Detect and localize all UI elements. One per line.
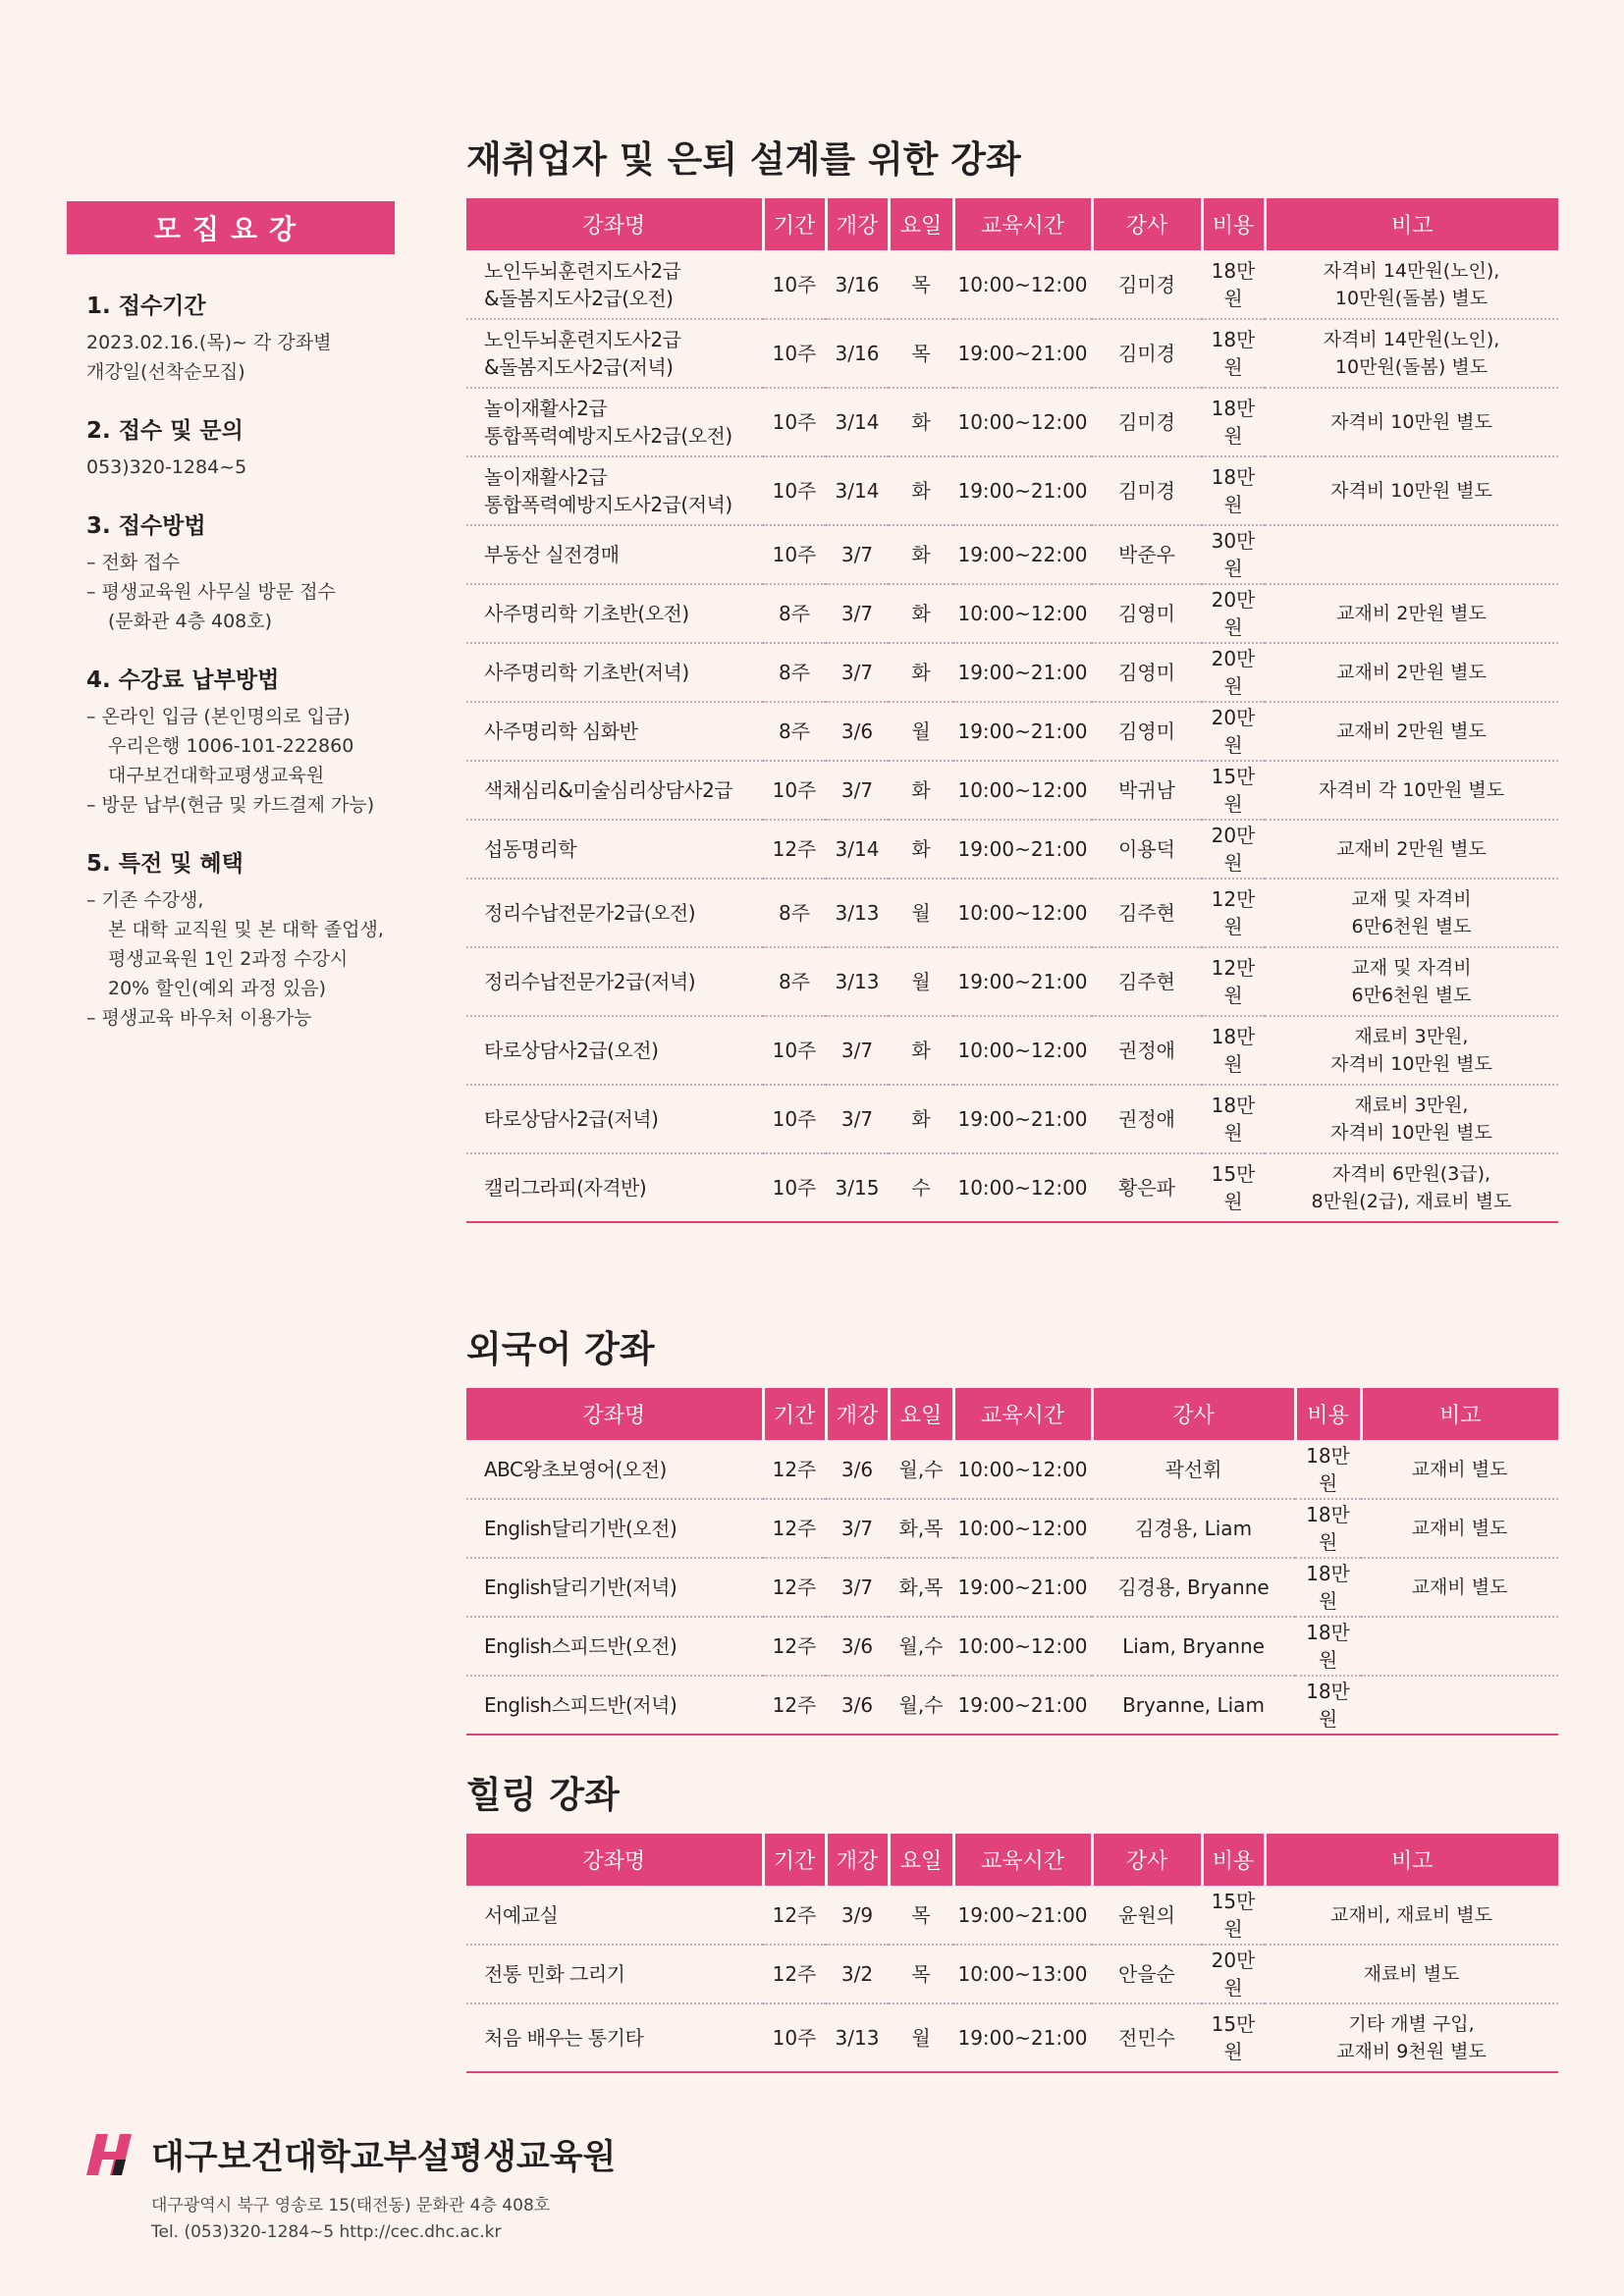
duration-cell: 12주 [763,1886,826,1945]
remarks-cell: 자격비 10만원 별도 [1265,456,1558,525]
remarks-cell: 교재비 2만원 별도 [1265,702,1558,761]
column-header: 비용 [1202,198,1265,250]
instructor-cell: 박귀남 [1092,761,1202,820]
fee-cell: 18만원 [1295,1676,1361,1735]
fee-cell: 18만원 [1202,388,1265,456]
table-row [466,879,1558,947]
instructor-cell: 황은파 [1092,1153,1202,1222]
course-name-cell: 사주명리학 기초반(오전) [466,584,763,643]
section-title: 외국어 강좌 [466,1328,655,1370]
guide-line: 개강일(선착순모집) [86,361,245,383]
fee-cell: 12만원 [1202,879,1265,947]
weekday-cell: 월,수 [889,1440,953,1499]
table-row [466,2003,1558,2072]
duration-cell: 8주 [763,702,826,761]
course-name-cell: 색채심리&미술심리상담사2급 [466,761,763,820]
guide-section-title: 3. 접수방법 [86,513,206,539]
class-time-cell: 10:00~13:00 [953,1945,1092,2003]
weekday-cell: 화,목 [889,1499,953,1558]
guide-line: 우리은행 1006-101-222860 [108,735,354,757]
duration-cell: 10주 [763,250,826,319]
course-name-cell: 타로상담사2급(오전) [466,1016,763,1085]
instructor-cell: 권정애 [1092,1085,1202,1153]
guide-section-title: 1. 접수기간 [86,294,206,319]
instructor-cell: 김주현 [1092,879,1202,947]
table-row [466,1016,1558,1085]
guide-section-title: 2. 접수 및 문의 [86,418,244,444]
course-name-cell: 캘리그라피(자격반) [466,1153,763,1222]
class-time-cell: 19:00~21:00 [953,319,1092,388]
instructor-cell: 김미경 [1092,456,1202,525]
fee-cell: 20만원 [1202,584,1265,643]
instructor-cell: 김영미 [1092,584,1202,643]
start-date-cell: 3/6 [826,1617,889,1676]
table-row [466,388,1558,456]
guide-section-title: 5. 특전 및 혜택 [86,851,244,877]
remarks-cell: 재료비 별도 [1265,1945,1558,2003]
guide-section [67,412,395,482]
guide-line: (문화관 4층 408호) [108,611,273,632]
guide-line: 2023.02.16.(목)~ 각 강좌별 [86,332,332,353]
table-row [466,1886,1558,1945]
course-name-cell: 타로상담사2급(저녁) [466,1085,763,1153]
start-date-cell: 3/7 [826,1085,889,1153]
instructor-cell: 권정애 [1092,1016,1202,1085]
fee-cell: 15만원 [1202,1886,1265,1945]
fee-cell: 15만원 [1202,1153,1265,1222]
instructor-cell: Liam, Bryanne [1092,1617,1295,1676]
guide-line: – 기존 수강생, [86,889,204,911]
class-time-cell: 19:00~22:00 [953,525,1092,584]
class-time-cell: 19:00~21:00 [953,1085,1092,1153]
recruitment-guide [67,201,395,1033]
weekday-cell: 목 [889,1886,953,1945]
weekday-cell: 화 [889,643,953,702]
guide-line: – 방문 납부(현금 및 카드결제 가능) [86,794,375,816]
table-row [466,1085,1558,1153]
fee-cell: 18만원 [1202,1016,1265,1085]
guide-line: – 온라인 입금 (본인명의로 입금) [86,706,351,727]
instructor-cell: 이용덕 [1092,820,1202,879]
course-name-cell: 정리수납전문가2급(오전) [466,879,763,947]
class-time-cell: 10:00~12:00 [953,1617,1092,1676]
weekday-cell: 목 [889,319,953,388]
remarks-cell: 자격비 6만원(3급), 8만원(2급), 재료비 별도 [1265,1153,1558,1222]
class-time-cell: 10:00~12:00 [953,1440,1092,1499]
duration-cell: 10주 [763,1153,826,1222]
remarks-cell: 재료비 3만원, 자격비 10만원 별도 [1265,1085,1558,1153]
table-row [466,584,1558,643]
duration-cell: 10주 [763,388,826,456]
guide-line: 20% 할인(예외 과정 있음) [108,978,327,999]
remarks-cell: 교재비 별도 [1361,1440,1558,1499]
fee-cell: 18만원 [1202,456,1265,525]
column-header: 개강 [826,1388,889,1440]
duration-cell: 10주 [763,761,826,820]
table-row [466,456,1558,525]
class-time-cell: 10:00~12:00 [953,388,1092,456]
column-header: 개강 [826,1834,889,1886]
weekday-cell: 화 [889,456,953,525]
column-header: 강좌명 [466,198,763,250]
recruitment-guide-header: 모집요강 [67,201,395,254]
table-row [466,1440,1558,1499]
column-header: 비고 [1361,1388,1558,1440]
class-time-cell: 19:00~21:00 [953,1676,1092,1735]
fee-cell: 18만원 [1202,319,1265,388]
table-row [466,761,1558,820]
duration-cell: 10주 [763,1016,826,1085]
instructor-cell: 김영미 [1092,702,1202,761]
remarks-cell [1361,1676,1558,1735]
fee-cell: 30만원 [1202,525,1265,584]
column-header: 기간 [763,198,826,250]
column-header: 강사 [1092,1834,1202,1886]
instructor-cell: 김경용, Liam [1092,1499,1295,1558]
start-date-cell: 3/7 [826,1558,889,1617]
column-header: 비고 [1265,198,1558,250]
course-name-cell: 노인두뇌훈련지도사2급 &돌봄지도사2급(저녁) [466,319,763,388]
start-date-cell: 3/15 [826,1153,889,1222]
course-name-cell: 서예교실 [466,1886,763,1945]
footer-contact: Tel. (053)320-1284~5 http://cec.dhc.ac.kr [151,2222,502,2242]
course-name-cell: English스피드반(오전) [466,1617,763,1676]
class-time-cell: 19:00~21:00 [953,702,1092,761]
course-name-cell: English스피드반(저녁) [466,1676,763,1735]
start-date-cell: 3/13 [826,947,889,1016]
fee-cell: 20만원 [1202,643,1265,702]
table-row [466,643,1558,702]
remarks-cell: 교재비 2만원 별도 [1265,643,1558,702]
table-row [466,1617,1558,1676]
table-row [466,947,1558,1016]
course-name-cell: 사주명리학 심화반 [466,702,763,761]
course-table [466,1388,1558,1735]
instructor-cell: 윤원의 [1092,1886,1202,1945]
course-name-cell: 부동산 실전경매 [466,525,763,584]
fee-cell: 15만원 [1202,761,1265,820]
column-header: 비고 [1265,1834,1558,1886]
section-reemployment [466,135,1558,1223]
weekday-cell: 월 [889,2003,953,2072]
remarks-cell: 교재비 2만원 별도 [1265,584,1558,643]
column-header: 강좌명 [466,1834,763,1886]
start-date-cell: 3/2 [826,1945,889,2003]
table-row [466,525,1558,584]
start-date-cell: 3/14 [826,456,889,525]
remarks-cell: 자격비 14만원(노인), 10만원(돌봄) 별도 [1265,250,1558,319]
guide-line: – 평생교육원 사무실 방문 접수 [86,581,336,603]
remarks-cell: 교재 및 자격비 6만6천원 별도 [1265,879,1558,947]
table-row [466,1676,1558,1735]
duration-cell: 10주 [763,2003,826,2072]
course-name-cell: 전통 민화 그리기 [466,1945,763,2003]
table-row [466,1558,1558,1617]
instructor-cell: Bryanne, Liam [1092,1676,1295,1735]
footer [86,2130,616,2246]
fee-cell: 20만원 [1202,1945,1265,2003]
duration-cell: 12주 [763,1676,826,1735]
start-date-cell: 3/7 [826,1499,889,1558]
column-header: 강사 [1092,198,1202,250]
duration-cell: 10주 [763,525,826,584]
course-name-cell: ABC왕초보영어(오전) [466,1440,763,1499]
column-header: 요일 [889,198,953,250]
weekday-cell: 화 [889,820,953,879]
table-row [466,702,1558,761]
course-name-cell: 놀이재활사2급 통합폭력예방지도사2급(저녁) [466,456,763,525]
start-date-cell: 3/7 [826,1016,889,1085]
course-name-cell: 노인두뇌훈련지도사2급 &돌봄지도사2급(오전) [466,250,763,319]
column-header: 기간 [763,1388,826,1440]
remarks-cell: 교재비, 재료비 별도 [1265,1886,1558,1945]
guide-line: – 평생교육 바우처 이용가능 [86,1007,312,1029]
start-date-cell: 3/14 [826,388,889,456]
start-date-cell: 3/6 [826,702,889,761]
college-logo-icon [86,2132,137,2177]
table-row [466,820,1558,879]
start-date-cell: 3/13 [826,879,889,947]
remarks-cell [1361,1617,1558,1676]
weekday-cell: 목 [889,1945,953,2003]
course-name-cell: English달리기반(저녁) [466,1558,763,1617]
duration-cell: 12주 [763,1617,826,1676]
weekday-cell: 월 [889,947,953,1016]
instructor-cell: 전민수 [1092,2003,1202,2072]
start-date-cell: 3/7 [826,525,889,584]
guide-section [67,662,395,820]
remarks-cell: 교재비 2만원 별도 [1265,820,1558,879]
remarks-cell [1265,525,1558,584]
remarks-cell: 교재 및 자격비 6만6천원 별도 [1265,947,1558,1016]
course-table [466,1834,1558,2073]
fee-cell: 18만원 [1295,1499,1361,1558]
course-name-cell: 사주명리학 기초반(저녁) [466,643,763,702]
course-name-cell: 놀이재활사2급 통합폭력예방지도사2급(오전) [466,388,763,456]
footer-institution-name: 대구보건대학교부설평생교육원 [151,2138,617,2177]
guide-section [67,288,395,387]
remarks-cell: 재료비 3만원, 자격비 10만원 별도 [1265,1016,1558,1085]
class-time-cell: 19:00~21:00 [953,643,1092,702]
remarks-cell: 교재비 별도 [1361,1558,1558,1617]
class-time-cell: 19:00~21:00 [953,947,1092,1016]
table-row [466,1945,1558,2003]
fee-cell: 15만원 [1202,2003,1265,2072]
instructor-cell: 박준우 [1092,525,1202,584]
start-date-cell: 3/13 [826,2003,889,2072]
section-title: 재취업자 및 은퇴 설계를 위한 강좌 [466,138,1021,181]
duration-cell: 12주 [763,1558,826,1617]
weekday-cell: 화 [889,584,953,643]
class-time-cell: 10:00~12:00 [953,1499,1092,1558]
instructor-cell: 김주현 [1092,947,1202,1016]
class-time-cell: 10:00~12:00 [953,584,1092,643]
fee-cell: 18만원 [1202,250,1265,319]
class-time-cell: 19:00~21:00 [953,1558,1092,1617]
course-name-cell: 처음 배우는 통기타 [466,2003,763,2072]
weekday-cell: 화 [889,1085,953,1153]
start-date-cell: 3/16 [826,250,889,319]
fee-cell: 18만원 [1295,1440,1361,1499]
duration-cell: 12주 [763,820,826,879]
guide-section [67,507,395,636]
table-row [466,1153,1558,1222]
duration-cell: 10주 [763,456,826,525]
class-time-cell: 10:00~12:00 [953,1016,1092,1085]
weekday-cell: 월 [889,879,953,947]
column-header: 비용 [1295,1388,1361,1440]
weekday-cell: 월,수 [889,1676,953,1735]
duration-cell: 12주 [763,1440,826,1499]
duration-cell: 8주 [763,947,826,1016]
remarks-cell: 교재비 별도 [1361,1499,1558,1558]
column-header: 요일 [889,1834,953,1886]
remarks-cell: 기타 개별 구입, 교재비 9천원 별도 [1265,2003,1558,2072]
guide-line: 본 대학 교직원 및 본 대학 졸업생, [108,919,384,940]
column-header: 요일 [889,1388,953,1440]
duration-cell: 10주 [763,1085,826,1153]
class-time-cell: 10:00~12:00 [953,761,1092,820]
weekday-cell: 화 [889,1016,953,1085]
column-header: 교육시간 [953,1388,1092,1440]
class-time-cell: 19:00~21:00 [953,456,1092,525]
course-name-cell: 섭동명리학 [466,820,763,879]
guide-line: 053)320-1284~5 [86,456,247,478]
column-header: 비용 [1202,1834,1265,1886]
class-time-cell: 19:00~21:00 [953,2003,1092,2072]
column-header: 개강 [826,198,889,250]
start-date-cell: 3/7 [826,761,889,820]
start-date-cell: 3/6 [826,1440,889,1499]
column-header: 교육시간 [953,198,1092,250]
class-time-cell: 10:00~12:00 [953,1153,1092,1222]
weekday-cell: 화,목 [889,1558,953,1617]
start-date-cell: 3/16 [826,319,889,388]
remarks-cell: 자격비 14만원(노인), 10만원(돌봄) 별도 [1265,319,1558,388]
duration-cell: 12주 [763,1499,826,1558]
fee-cell: 20만원 [1202,702,1265,761]
start-date-cell: 3/14 [826,820,889,879]
fee-cell: 12만원 [1202,947,1265,1016]
class-time-cell: 10:00~12:00 [953,879,1092,947]
class-time-cell: 19:00~21:00 [953,1886,1092,1945]
instructor-cell: 김미경 [1092,319,1202,388]
course-name-cell: English달리기반(오전) [466,1499,763,1558]
duration-cell: 8주 [763,584,826,643]
weekday-cell: 화 [889,388,953,456]
column-header: 기간 [763,1834,826,1886]
duration-cell: 10주 [763,319,826,388]
start-date-cell: 3/6 [826,1676,889,1735]
column-header: 교육시간 [953,1834,1092,1886]
weekday-cell: 화 [889,525,953,584]
weekday-cell: 월 [889,702,953,761]
section-title: 힐링 강좌 [466,1774,620,1816]
table-row [466,319,1558,388]
start-date-cell: 3/9 [826,1886,889,1945]
instructor-cell: 김미경 [1092,250,1202,319]
start-date-cell: 3/7 [826,643,889,702]
class-time-cell: 19:00~21:00 [953,820,1092,879]
duration-cell: 12주 [763,1945,826,2003]
guide-section [67,845,395,1033]
remarks-cell: 자격비 각 10만원 별도 [1265,761,1558,820]
section-foreign-language [466,1325,1558,1735]
duration-cell: 8주 [763,643,826,702]
guide-section-title: 4. 수강료 납부방법 [86,667,280,693]
table-row [466,250,1558,319]
guide-line: 대구보건대학교평생교육원 [108,765,325,786]
start-date-cell: 3/7 [826,584,889,643]
weekday-cell: 수 [889,1153,953,1222]
instructor-cell: 김미경 [1092,388,1202,456]
weekday-cell: 화 [889,761,953,820]
remarks-cell: 자격비 10만원 별도 [1265,388,1558,456]
fee-cell: 18만원 [1202,1085,1265,1153]
guide-line: 평생교육원 1인 2과정 수강시 [108,948,349,970]
course-name-cell: 정리수납전문가2급(저녁) [466,947,763,1016]
instructor-cell: 김영미 [1092,643,1202,702]
fee-cell: 18만원 [1295,1617,1361,1676]
column-header: 강좌명 [466,1388,763,1440]
class-time-cell: 10:00~12:00 [953,250,1092,319]
section-healing [466,1771,1558,2073]
fee-cell: 18만원 [1295,1558,1361,1617]
column-header: 강사 [1092,1388,1295,1440]
course-table [466,198,1558,1223]
footer-address: 대구광역시 북구 영송로 15(태전동) 문화관 4층 408호 [151,2196,551,2216]
duration-cell: 8주 [763,879,826,947]
instructor-cell: 안을순 [1092,1945,1202,2003]
guide-line: – 전화 접수 [86,552,180,573]
weekday-cell: 월,수 [889,1617,953,1676]
instructor-cell: 김경용, Bryanne [1092,1558,1295,1617]
instructor-cell: 곽선휘 [1092,1440,1295,1499]
weekday-cell: 목 [889,250,953,319]
fee-cell: 20만원 [1202,820,1265,879]
table-row [466,1499,1558,1558]
